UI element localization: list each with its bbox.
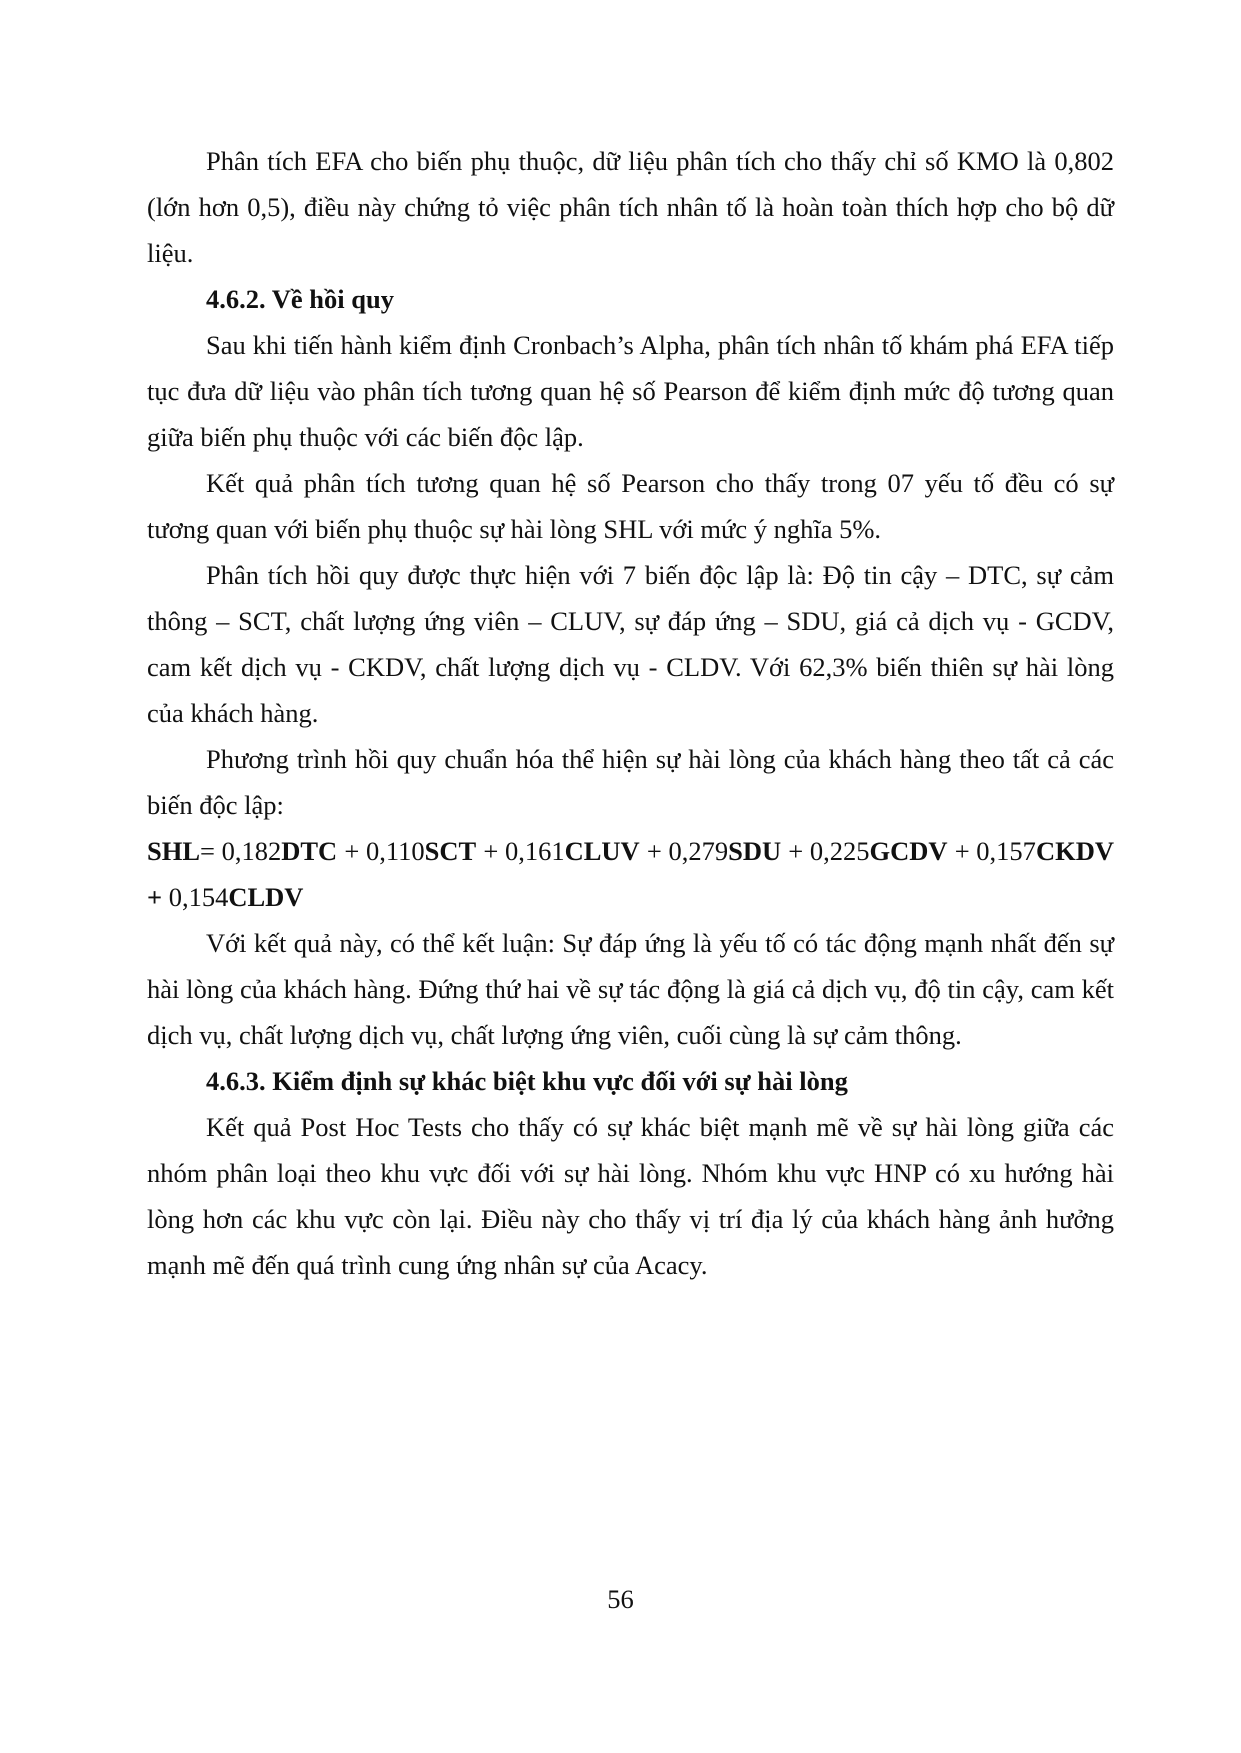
equation-term-sdu: SDU xyxy=(728,836,782,866)
equation-term-sct: SCT xyxy=(424,836,477,866)
equation-term-dtc: DTC xyxy=(281,836,338,866)
equation-coef-cluv: + 0,161 xyxy=(483,836,565,866)
paragraph-regression-variables: Phân tích hồi quy được thực hiện với 7 biến độc lập là: Độ tin cậy – DTC, sự cảm thông – SCT, chất lượng ứng viên – CLUV, sự đáp ứng – SDU, giá cả dịch vụ - GCDV, cam kết dịch vụ - CKDV, chất lượng dịch vụ - CLDV. Với 62,3% biến thiên sự hài lòng của khách hàng. xyxy=(147,560,1114,728)
paragraph-post-hoc: Kết quả Post Hoc Tests cho thấy có sự khác biệt mạnh mẽ về sự hài lòng giữa các nhóm phân loại theo khu vực đối với sự hài lòng. Nhóm khu vực HNP có xu hướng hài lòng hơn các khu vực còn lại. Điều này cho thấy vị trí địa lý của khách hàng ảnh hưởng mạnh mẽ đến quá trình cung ứng nhân sự của Acacy. xyxy=(147,1112,1114,1280)
equation-coef-gcdv: + 0,225 xyxy=(788,836,870,866)
equation-line-2 xyxy=(147,874,1114,920)
equation-coef-cldv: 0,154 xyxy=(162,882,229,912)
equation-term-gcdv: GCDV xyxy=(869,836,948,866)
equation-term-ckdv: CKDV xyxy=(1035,836,1114,866)
equation-term-shl: SHL xyxy=(147,836,201,866)
equation-coef-ckdv: + 0,157 xyxy=(954,836,1036,866)
page-number: 56 xyxy=(607,1584,634,1614)
paragraph-pearson-result: Kết quả phân tích tương quan hệ số Pearson cho thấy trong 07 yếu tố đều có sự tương quan với biến phụ thuộc sự hài lòng SHL với mức ý nghĩa 5%. xyxy=(147,468,1114,544)
equation-part-sdu xyxy=(647,828,781,874)
equation-coef-dtc: = 0,182 xyxy=(200,836,282,866)
document-page xyxy=(147,138,1114,1288)
regression-equation xyxy=(147,828,1114,920)
section-heading-4-6-2: 4.6.2. Về hồi quy xyxy=(206,284,394,314)
equation-term-cluv: CLUV xyxy=(564,836,640,866)
equation-plus-sign: + xyxy=(147,882,163,912)
equation-part-cluv xyxy=(483,828,639,874)
equation-part-gcdv xyxy=(788,828,947,874)
equation-part-ckdv xyxy=(955,828,1114,874)
equation-part-lhs xyxy=(147,828,337,874)
paragraph-conclusion: Với kết quả này, có thể kết luận: Sự đáp ứng là yếu tố có tác động mạnh nhất đến sự hài lòng của khách hàng. Đứng thứ hai về sự tác động là giá cả dịch vụ, độ tin cậy, cam kết dịch vụ, chất lượng dịch vụ, chất lượng ứng viên, cuối cùng là sự cảm thông. xyxy=(147,928,1114,1050)
equation-term-cldv: CLDV xyxy=(228,882,304,912)
equation-coef-sct: + 0,110 xyxy=(344,836,425,866)
equation-part-sct xyxy=(344,828,476,874)
paragraph-equation-intro: Phương trình hồi quy chuẩn hóa thể hiện sự hài lòng của khách hàng theo tất cả các biến độc lập: xyxy=(147,744,1114,820)
paragraph-regression-intro: Sau khi tiến hành kiểm định Cronbach’s Alpha, phân tích nhân tố khám phá EFA tiếp tục đưa dữ liệu vào phân tích tương quan hệ số Pearson để kiểm định mức độ tương quan giữa biến phụ thuộc với các biến độc lập. xyxy=(147,330,1114,452)
equation-coef-sdu: + 0,279 xyxy=(646,836,729,866)
section-heading-4-6-3: 4.6.3. Kiểm định sự khác biệt khu vực đối với sự hài lòng xyxy=(206,1066,848,1096)
equation-line-1 xyxy=(147,828,1114,874)
paragraph-efa-dependent: Phân tích EFA cho biến phụ thuộc, dữ liệu phân tích cho thấy chỉ số KMO là 0,802 (lớn hơn 0,5), điều này chứng tỏ việc phân tích nhân tố là hoàn toàn thích hợp cho bộ dữ liệu. xyxy=(147,146,1114,268)
